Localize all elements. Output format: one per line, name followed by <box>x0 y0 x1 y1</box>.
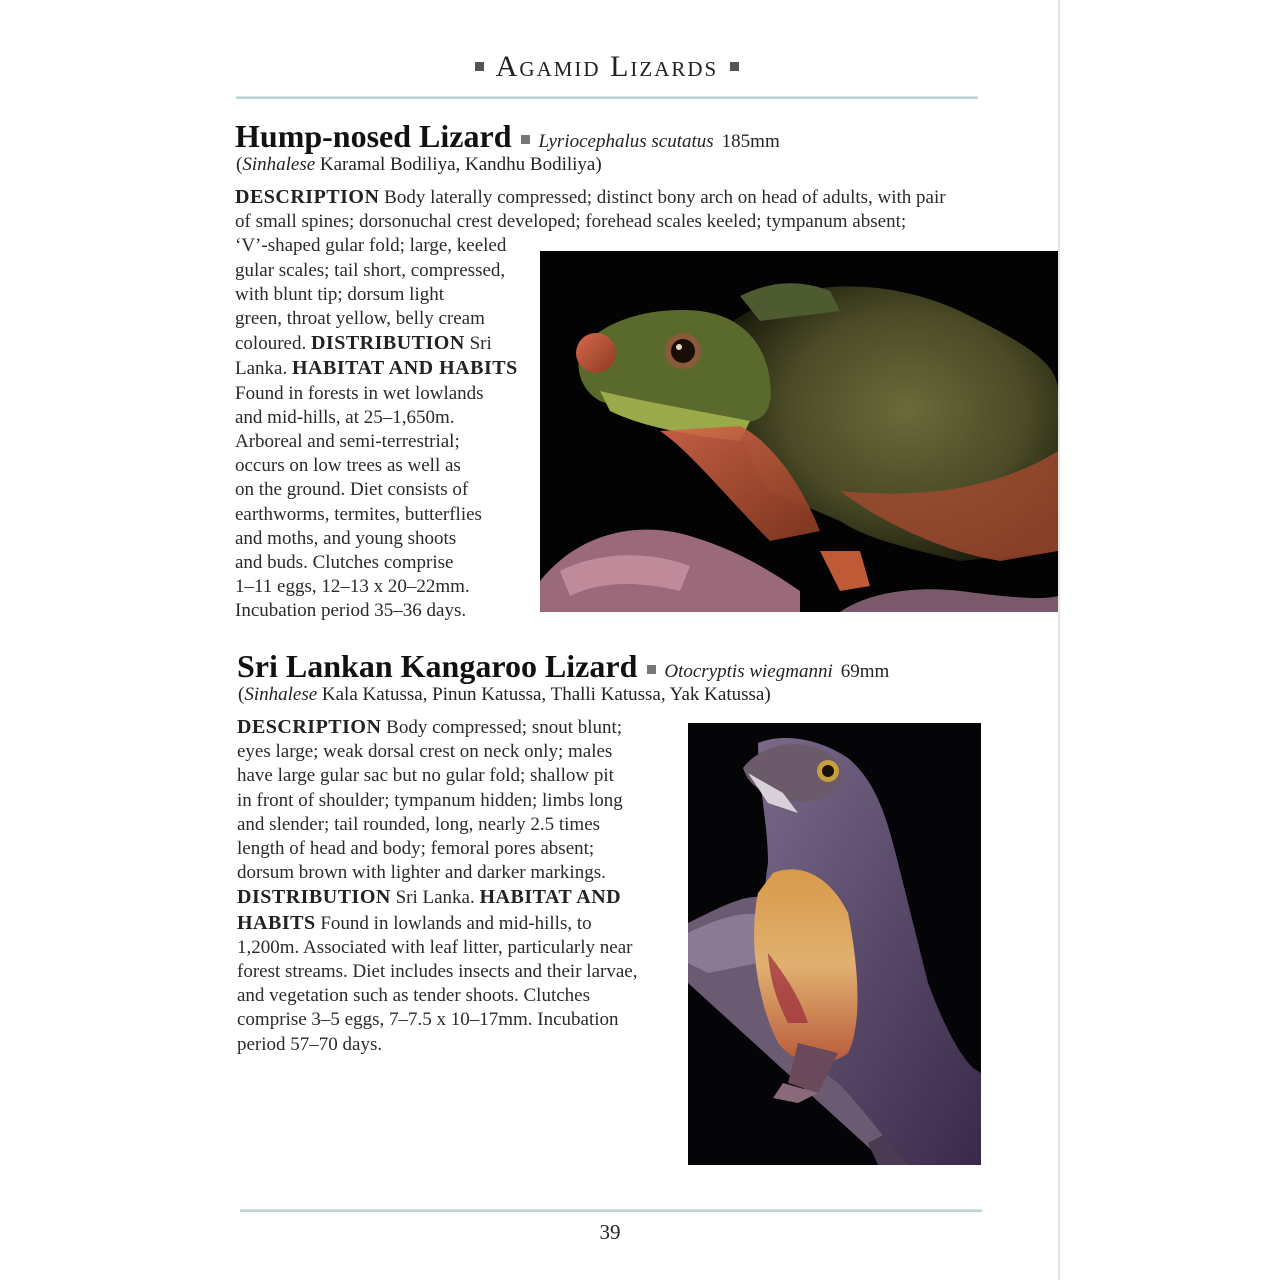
line-text: Lanka. <box>235 358 292 380</box>
text-line: Found in forests in wet lowlands <box>235 382 484 404</box>
text-line: of small spines; dorsonuchal crest developed; forehead scales keeled; tympanum absent; <box>235 211 907 233</box>
line-text: Found in lowlands and mid-hills, to <box>315 912 592 934</box>
body-size: 185mm <box>721 131 780 152</box>
local-language: Sinhalese <box>244 684 318 705</box>
local-prefix: ( <box>238 684 245 705</box>
species-title-2 <box>237 648 889 685</box>
page-number: 39 <box>599 1220 621 1244</box>
square-bullet-icon <box>647 665 656 674</box>
text-line: with blunt tip; dorsum light <box>235 283 445 305</box>
local-names-text: Karamal Bodiliya, Kandhu Bodiliya) <box>319 154 602 175</box>
text-line: gular scales; tail short, compressed, <box>235 259 506 281</box>
description-heading: DESCRIPTION <box>237 716 382 738</box>
species-2-text <box>237 715 637 1057</box>
text-line <box>235 185 946 210</box>
species-title-1 <box>235 118 780 155</box>
body-size: 69mm <box>840 661 890 682</box>
text-line: and moths, and young shoots <box>235 527 457 549</box>
text-line: have large gular sac but no gular fold; shallow pit <box>237 765 614 787</box>
line-text: coloured. <box>235 333 311 355</box>
square-bullet-icon <box>521 135 530 144</box>
text-line: length of head and body; femoral pores absent; <box>237 838 595 860</box>
distribution-heading: DISTRIBUTION <box>237 886 391 909</box>
text-line: and vegetation such as tender shoots. Clutches <box>237 985 591 1007</box>
square-bullet-icon <box>730 62 739 71</box>
text-line: and slender; tail rounded, long, nearly 2.5 times <box>237 813 601 835</box>
habitat-heading-cont: HABITS <box>237 911 316 934</box>
text-line: 1,200m. Associated with leaf litter, particularly near <box>237 936 633 958</box>
hump-nosed-lizard-photo <box>540 251 1058 612</box>
text-line: dorsum brown with lighter and darker markings. <box>237 862 606 884</box>
text-line: comprise 3–5 eggs, 7–7.5 x 10–17mm. Incubation <box>237 1009 619 1031</box>
line-text: Body compressed; snout blunt; <box>381 717 623 738</box>
distribution-heading: DISTRIBUTION <box>310 332 465 355</box>
text-line: period 57–70 days. <box>237 1033 383 1055</box>
habitat-heading: HABITAT AND <box>479 886 622 909</box>
local-names-2 <box>238 684 771 706</box>
line-text: Sri Lanka. <box>390 887 480 909</box>
text-line: on the ground. Diet consists of <box>235 479 469 501</box>
local-language: Sinhalese <box>242 154 316 175</box>
habitat-heading: HABITAT AND HABITS <box>291 357 518 380</box>
bottom-rule <box>240 1209 982 1212</box>
top-rule <box>236 96 978 99</box>
text-line <box>237 715 637 740</box>
kangaroo-lizard-photo <box>688 723 981 1165</box>
text-line: occurs on low trees as well as <box>235 455 461 477</box>
local-names-text: Kala Katussa, Pinun Katussa, Thalli Katussa, Yak Katussa) <box>321 684 771 705</box>
text-line: green, throat yellow, belly cream <box>235 308 485 330</box>
common-name: Sri Lankan Kangaroo Lizard <box>237 648 638 684</box>
line-text: Body laterally compressed; distinct bony arch on head of adults, with pair <box>379 187 946 208</box>
text-line: Arboreal and semi-terrestrial; <box>235 431 460 453</box>
text-line: and buds. Clutches comprise <box>235 552 454 574</box>
latin-name: Otocryptis wiegmanni <box>664 661 833 682</box>
common-name: Hump-nosed Lizard <box>235 118 512 154</box>
text-line: ‘V’-shaped gular fold; large, keeled <box>235 235 507 257</box>
local-prefix: ( <box>236 154 243 175</box>
text-line: 1–11 eggs, 12–13 x 20–22mm. <box>235 576 470 598</box>
text-line: forest streams. Diet includes insects and their larvae, <box>237 961 638 983</box>
latin-name: Lyriocephalus scutatus <box>538 131 714 152</box>
text-line <box>237 911 637 936</box>
line-text: Sri <box>464 333 492 355</box>
page-edge <box>1058 0 1060 1280</box>
local-names-1 <box>236 154 602 176</box>
text-line: Incubation period 35–36 days. <box>235 600 467 622</box>
square-bullet-icon <box>475 62 484 71</box>
text-line: and mid-hills, at 25–1,650m. <box>235 406 455 428</box>
text-line: in front of shoulder; tympanum hidden; limbs long <box>237 789 623 811</box>
text-line: eyes large; weak dorsal crest on neck only; males <box>237 741 613 763</box>
running-head <box>236 50 978 84</box>
running-head-text: Agamid Lizards <box>495 50 719 83</box>
description-heading: DESCRIPTION <box>235 186 380 208</box>
text-line <box>237 885 637 910</box>
text-line: earthworms, termites, butterflies <box>235 503 482 525</box>
